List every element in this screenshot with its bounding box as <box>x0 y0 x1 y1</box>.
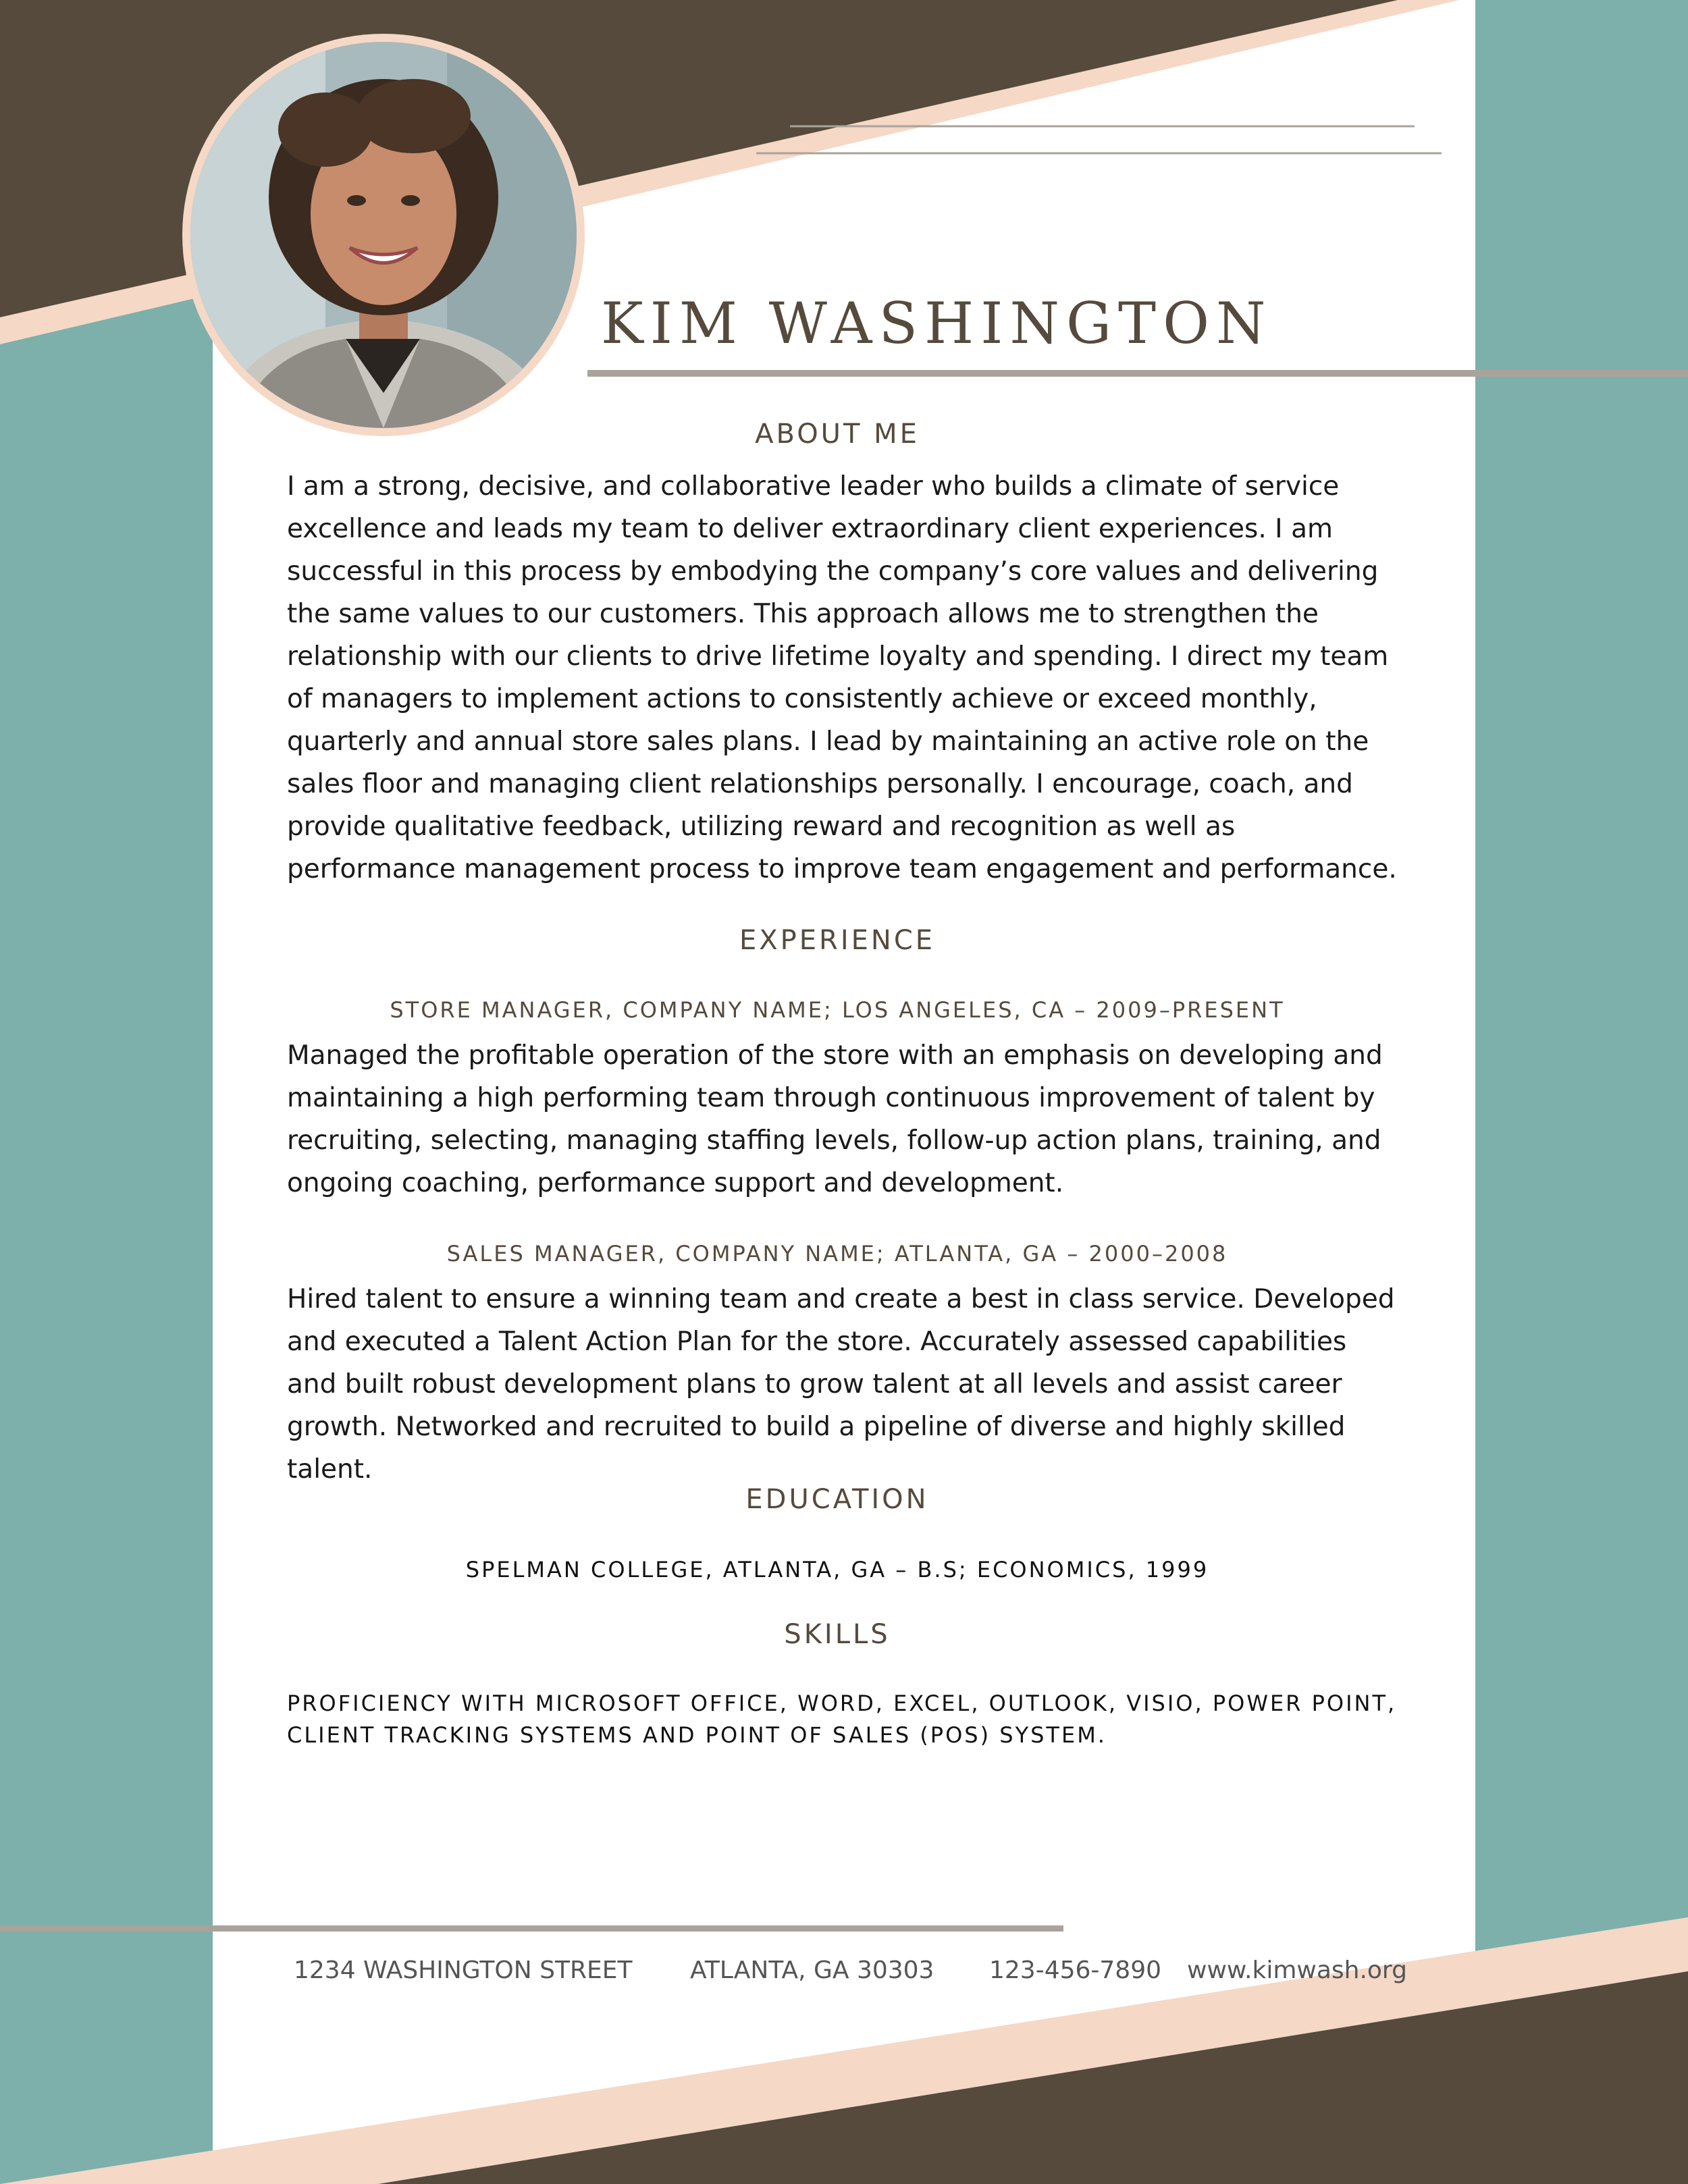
name-underline-rule <box>587 370 1688 377</box>
about-text: I am a strong, decisive, and collaborative leader who builds a climate of service excellence and leads my team to deliver extraordinary client experiences. I am successful in this process by embodying the company’s core values and delivering the same values to our customers. This approach allows me to strengthen the relationship with our clients to drive lifetime loyalty and spending. I direct my team of managers to implement actions to consistently achieve or exceed monthly, quarterly and annual store sales plans. I lead by maintaining an active role on the sales floor and managing client relationships personally. I encourage, coach, and provide qualitative feedback, utilizing reward and recognition as well as performance management process to improve team engagement and performance. <box>287 471 1397 884</box>
footer-rule <box>0 1925 1063 1932</box>
about-heading: ABOUT ME <box>755 419 920 450</box>
contact-website-link[interactable]: www.kimwash.org <box>1187 1956 1407 1984</box>
contact-street: 1234 WASHINGTON STREET <box>294 1956 633 1984</box>
profile-photo <box>190 42 577 428</box>
education-heading: EDUCATION <box>745 1484 929 1515</box>
portrait-photo-icon <box>190 42 577 428</box>
education-entry: SPELMAN COLLEGE, ATLANTA, GA – B.S; ECONOMICS, 1999 <box>465 1557 1209 1582</box>
skills-text: PROFICIENCY WITH MICROSOFT OFFICE, WORD, EXCEL, OUTLOOK, VISIO, POWER POINT, CLIENT TRACKING SYSTEMS AND POINT OF SALES (POS) SYSTEM. <box>287 1690 1397 1748</box>
experience-heading: EXPERIENCE <box>739 925 936 956</box>
skills-heading: SKILLS <box>784 1619 891 1650</box>
contact-phone: 123-456-7890 <box>989 1956 1162 1984</box>
job-title-1: STORE MANAGER, COMPANY NAME; LOS ANGELES, CA – 2009–PRESENT <box>390 997 1285 1023</box>
person-name: KIM WASHINGTON <box>601 290 1273 356</box>
job-description-1: Managed the profitable operation of the store with an emphasis on developing and maintaining a high performing team through continuous improvement of talent by recruiting, selecting, managing staffing levels, follow-up action plans, training, and ongoing coaching, performance support and development. <box>287 1040 1383 1198</box>
job-description-2: Hired talent to ensure a winning team and create a best in class service. Developed and executed a Talent Action Plan for the store. Accurately assessed capabilities and built robust development plans to grow talent at all levels and assist career growth. Networked and recruited to build a pipeline of diverse and highly skilled talent. <box>287 1284 1395 1485</box>
job-title-2: SALES MANAGER, COMPANY NAME; ATLANTA, GA – 2000–2008 <box>446 1241 1228 1267</box>
contact-city: ATLANTA, GA 30303 <box>690 1956 934 1984</box>
